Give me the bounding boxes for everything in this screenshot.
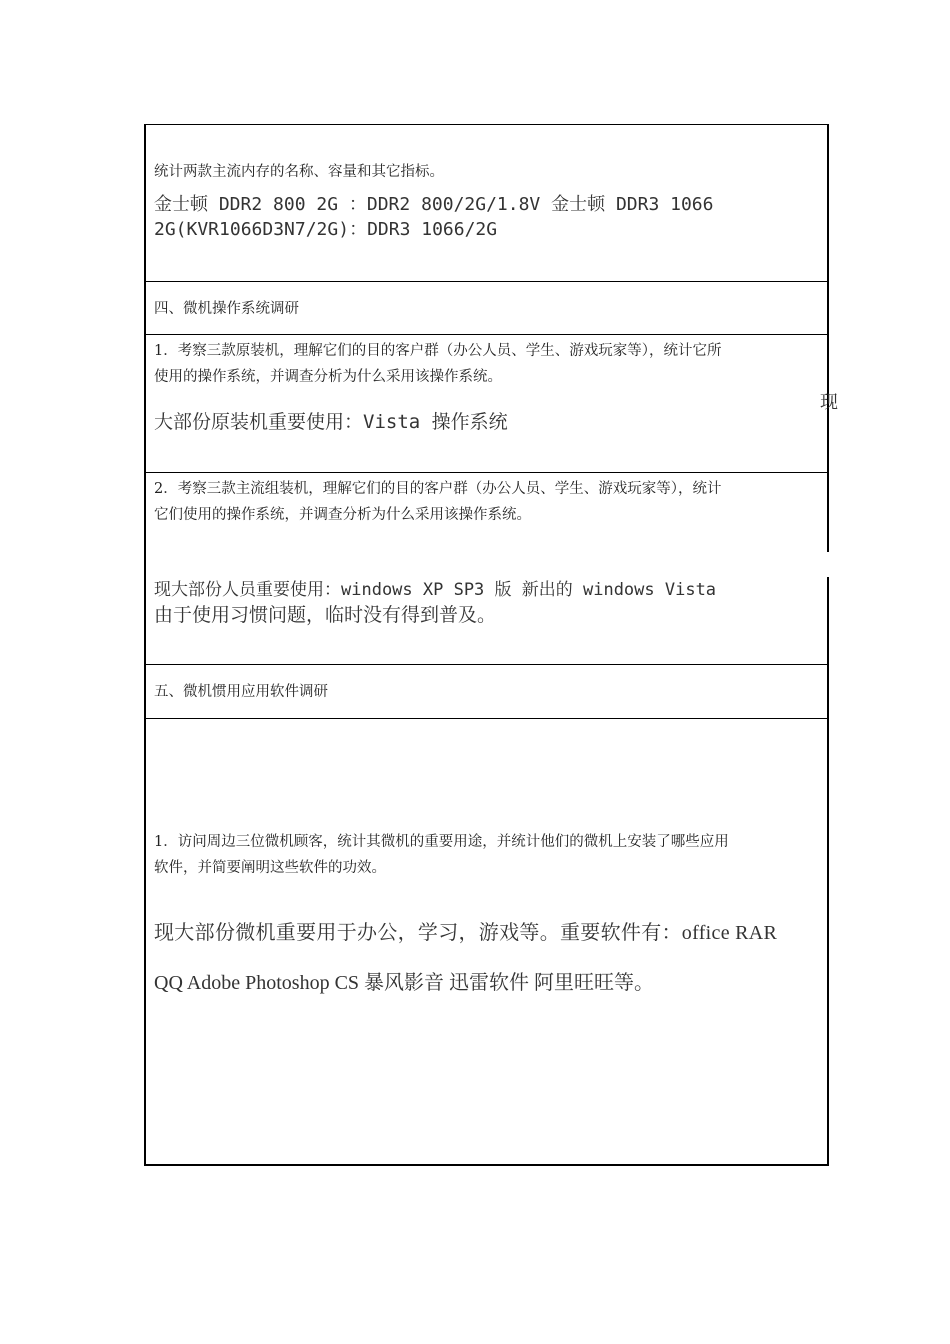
software-answer-line1: 现大部份微机重要用于办公，学习，游戏等。重要软件有：office RAR bbox=[154, 922, 778, 944]
row-divider bbox=[144, 472, 829, 473]
os-answer1: 大部份原装机重要使用：Vista 操作系统 bbox=[154, 411, 508, 433]
os-question2-line1: 2．考察三款主流组装机，理解它们的目的客户群（办公人员、学生、游戏玩家等），统计 bbox=[154, 481, 722, 497]
os-answer2-line1: 现大部份人员重要使用：windows XP SP3 版 新出的 windows Vista bbox=[154, 580, 717, 600]
table-right-border-lower bbox=[827, 577, 829, 1166]
memory-question: 统计两款主流内存的名称、容量和其它指标。 bbox=[154, 164, 444, 180]
section-heading-software: 五、微机惯用应用软件调研 bbox=[154, 684, 328, 700]
table-bottom-border bbox=[144, 1164, 829, 1166]
software-question-line1: 1．访问周边三位微机顾客，统计其微机的重要用途，并统计他们的微机上安装了哪些应用 bbox=[154, 834, 729, 850]
os-question1-line1: 1．考察三款原装机，理解它们的目的客户群（办公人员、学生、游戏玩家等），统计它所 bbox=[154, 343, 722, 359]
row-divider bbox=[144, 334, 829, 335]
row-divider bbox=[144, 664, 829, 665]
os-answer2-line2: 由于使用习惯问题，临时没有得到普及。 bbox=[154, 604, 497, 626]
row-divider bbox=[144, 281, 829, 282]
section-heading-os: 四、微机操作系统调研 bbox=[154, 301, 299, 317]
margin-overflow-char: 现 bbox=[820, 392, 838, 413]
software-answer-line2: QQ Adobe Photoshop CS 暴风影音 迅雷软件 阿里旺旺等。 bbox=[154, 972, 655, 994]
row-divider bbox=[144, 718, 829, 719]
memory-answer-line1: 金士顿 DDR2 800 2G ：DDR2 800/2G/1.8V 金士顿 DDR3 1066 bbox=[154, 194, 714, 215]
memory-answer-line2: 2G(KVR1066D3N7/2G)：DDR3 1066/2G bbox=[154, 219, 498, 240]
software-question-line2: 软件，并简要阐明这些软件的功效。 bbox=[154, 860, 386, 876]
table-right-border-upper bbox=[827, 124, 829, 552]
table-top-border bbox=[144, 124, 829, 125]
os-question1-line2: 使用的操作系统，并调查分析为什么采用该操作系统。 bbox=[154, 369, 502, 385]
os-question2-line2: 它们使用的操作系统，并调查分析为什么采用该操作系统。 bbox=[154, 507, 531, 523]
